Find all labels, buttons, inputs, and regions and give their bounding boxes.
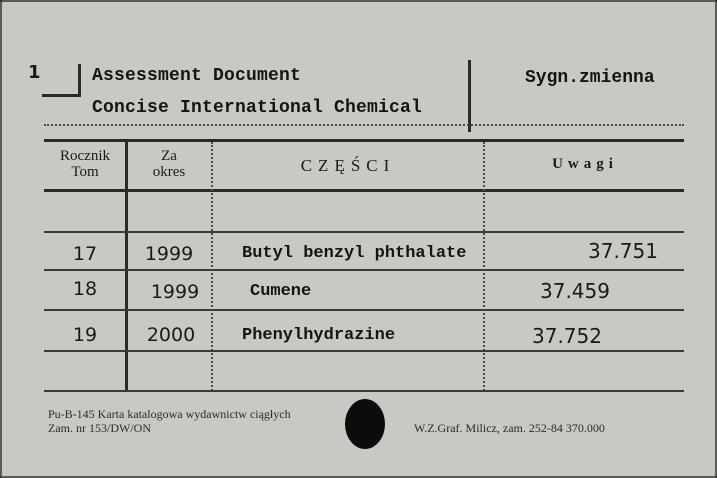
- column-rule-2: [211, 142, 213, 391]
- row-rule-4: [44, 350, 684, 352]
- header-parts: CZĘŚCI: [300, 156, 396, 175]
- header-volume-line1: Rocznik: [60, 148, 110, 164]
- row-2-note: 37.459: [540, 279, 610, 303]
- row-3-period: 2000: [146, 324, 196, 346]
- index-bracket: [78, 64, 81, 97]
- card-title-line1: Assessment Document: [92, 66, 302, 86]
- signature-label: Sygn.zmienna: [525, 68, 655, 88]
- row-1-note: 37.751: [588, 239, 658, 263]
- row-rule-1: [44, 231, 684, 233]
- card-index: 1: [28, 62, 41, 83]
- header-period-line2: okres: [152, 164, 186, 180]
- row-2-period: 1999: [150, 281, 200, 303]
- punch-hole: [345, 399, 385, 449]
- title-separator: [468, 60, 471, 132]
- footer-form-name: Pu-B-145 Karta katalogowa wydawnictw ciągłych: [48, 407, 291, 421]
- row-1-volume: 17: [72, 243, 98, 265]
- column-rule-1: [125, 139, 128, 391]
- header-volume-line2: Tom: [71, 164, 99, 180]
- row-3-note: 37.752: [532, 324, 602, 348]
- header-period: [128, 148, 210, 180]
- title-dotted-rule: [44, 124, 684, 126]
- row-1-part: Butyl benzyl phthalate: [242, 244, 467, 263]
- column-rule-3: [483, 142, 485, 391]
- row-3-part: Phenylhydrazine: [242, 326, 396, 345]
- table-header-rule: [44, 189, 684, 192]
- header-period-line1: Za: [161, 148, 177, 164]
- row-rule-3: [44, 309, 684, 311]
- index-underline: [42, 94, 80, 97]
- row-2-volume: 18: [72, 278, 98, 300]
- row-1-period: 1999: [144, 243, 194, 265]
- footer-printer: W.Z.Graf. Milicz, zam. 252-84 370.000: [414, 421, 605, 435]
- row-2-part: Cumene: [250, 282, 312, 301]
- header-volume: [44, 148, 126, 180]
- header-notes: Uwagi: [552, 156, 618, 172]
- footer-order-number: Zam. nr 153/DW/ON: [48, 421, 151, 435]
- row-3-volume: 19: [72, 324, 98, 346]
- row-rule-2: [44, 269, 684, 271]
- card-title-line2: Concise International Chemical: [92, 98, 423, 118]
- table-top-rule: [44, 139, 684, 142]
- row-rule-5: [44, 390, 684, 392]
